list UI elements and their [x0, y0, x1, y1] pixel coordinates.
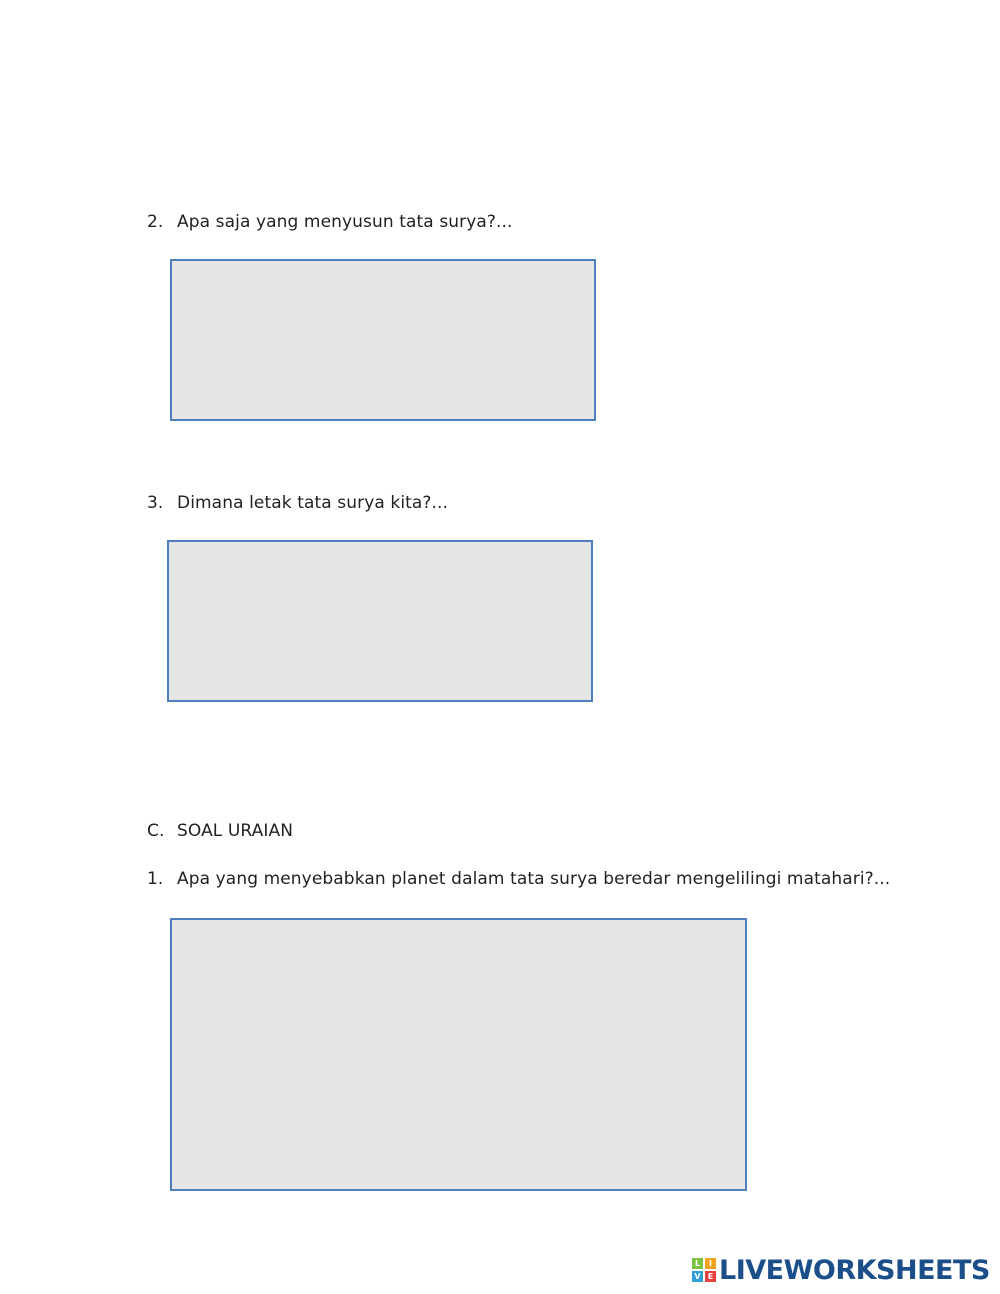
logo-mark-e: E: [705, 1271, 716, 1282]
essay-question-1-number: 1.: [147, 869, 164, 889]
section-c-title: SOAL URAIAN: [177, 821, 294, 841]
question-2: [147, 212, 513, 232]
essay-question-1-text: Apa yang menyebabkan planet dalam tata surya beredar mengelilingi matahari?...: [177, 869, 891, 889]
question-2-text: Apa saja yang menyusun tata surya?...: [177, 212, 513, 232]
liveworksheets-brand-text: LIVEWORKSHEETS: [719, 1254, 990, 1286]
section-c-heading: [147, 821, 293, 841]
liveworksheets-logo: [692, 1255, 990, 1285]
logo-mark-l: L: [692, 1258, 703, 1269]
answer-box-question-3[interactable]: [167, 540, 593, 702]
question-3-text: Dimana letak tata surya kita?...: [177, 493, 449, 513]
question-3-number: 3.: [147, 493, 164, 513]
answer-box-question-2[interactable]: [170, 259, 596, 421]
liveworksheets-logo-icon: [692, 1258, 716, 1282]
essay-question-1: [147, 869, 890, 889]
question-3: [147, 493, 448, 513]
logo-mark-v: V: [692, 1271, 703, 1282]
question-2-number: 2.: [147, 212, 164, 232]
section-c-letter: C.: [147, 821, 165, 841]
logo-mark-i: I: [705, 1258, 716, 1269]
answer-box-essay-1[interactable]: [170, 918, 747, 1191]
